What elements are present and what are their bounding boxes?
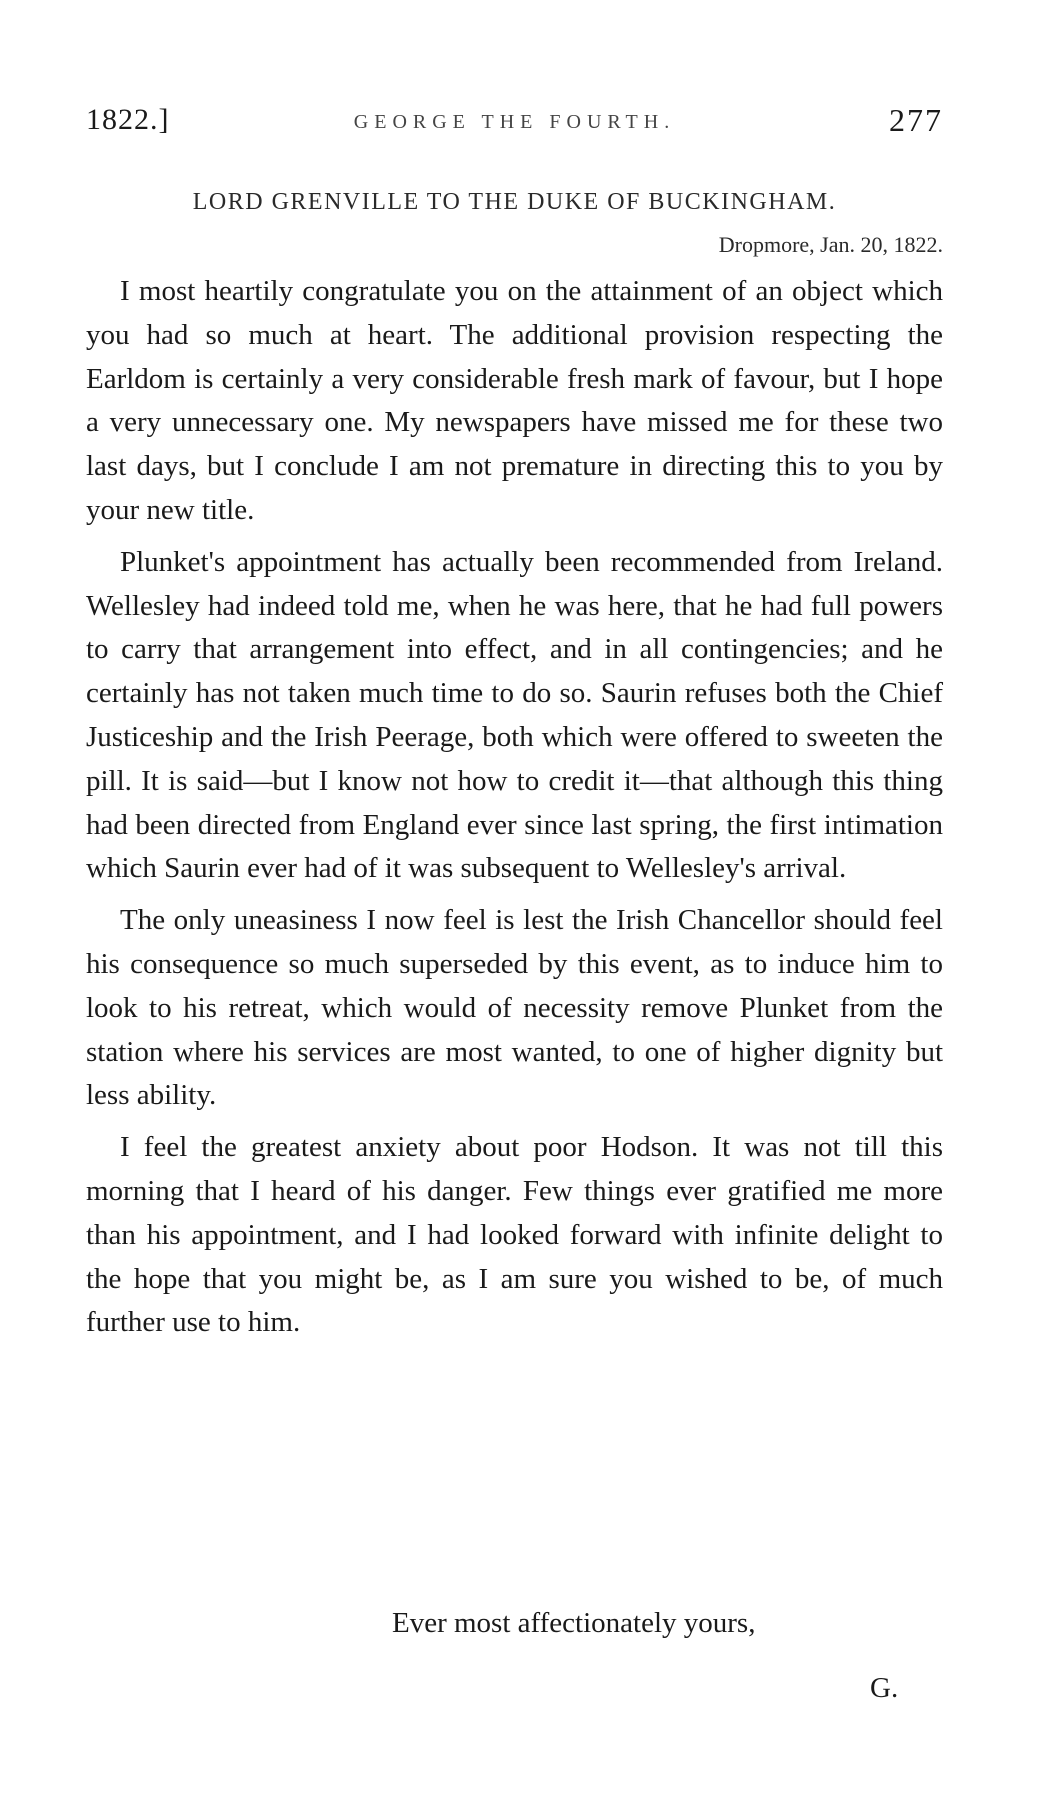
paragraph: I most heartily congratulate you on the attainment of an object which you had so much at heart. The additional provision respecting the Earldom is certainly a very considerable fresh mark of favour, but I hope a very unnecessary one. My newspapers have missed me for these two last days, but I conclude I am not premature in directing this to you by your new title. <box>86 275 943 526</box>
letter-closing: Ever most affectionately yours, <box>392 1607 756 1639</box>
letter-signature: G. <box>870 1672 899 1704</box>
paragraph: The only uneasiness I now feel is lest the Irish Chancellor should feel his consequence so much superseded by this event, as to induce him to look to his retreat, which would of necessity remove Plunket from the station where his services are most wanted, to one of higher dignity but less ability. <box>86 904 943 1112</box>
letter-body <box>86 270 943 1353</box>
letter-heading: LORD GRENVILLE TO THE DUKE OF BUCKINGHAM. <box>192 189 837 215</box>
paragraph: I feel the greatest anxiety about poor Hodson. It was not till this morning that I heard of his danger. Few things ever gratified me more than his appointment, and I had looked forward with infinite delight to the hope that you might be, as I am sure you wished to be, of much further use to him. <box>86 1131 943 1339</box>
running-head <box>86 100 943 140</box>
running-head-year: 1822.] <box>86 103 170 136</box>
page-number: 277 <box>889 102 943 138</box>
running-head-title: GEORGE THE FOURTH. <box>353 111 676 133</box>
paragraph: Plunket's appointment has actually been recommended from Ireland. Wellesley had indeed told me, when he was here, that he had full powers to carry that arrangement into effect, and in all contingencies; and he certainly has not taken much time to do so. Saurin refuses both the Chief Justiceship and the Irish Peerage, both which were offered to sweeten the pill. It is said—but I know not how to credit it—that although this thing had been directed from England ever since last spring, the first intimation which Saurin ever had of it was subsequent to Wellesley's arrival. <box>86 545 943 885</box>
letter-dateline: Dropmore, Jan. 20, 1822. <box>718 232 943 257</box>
